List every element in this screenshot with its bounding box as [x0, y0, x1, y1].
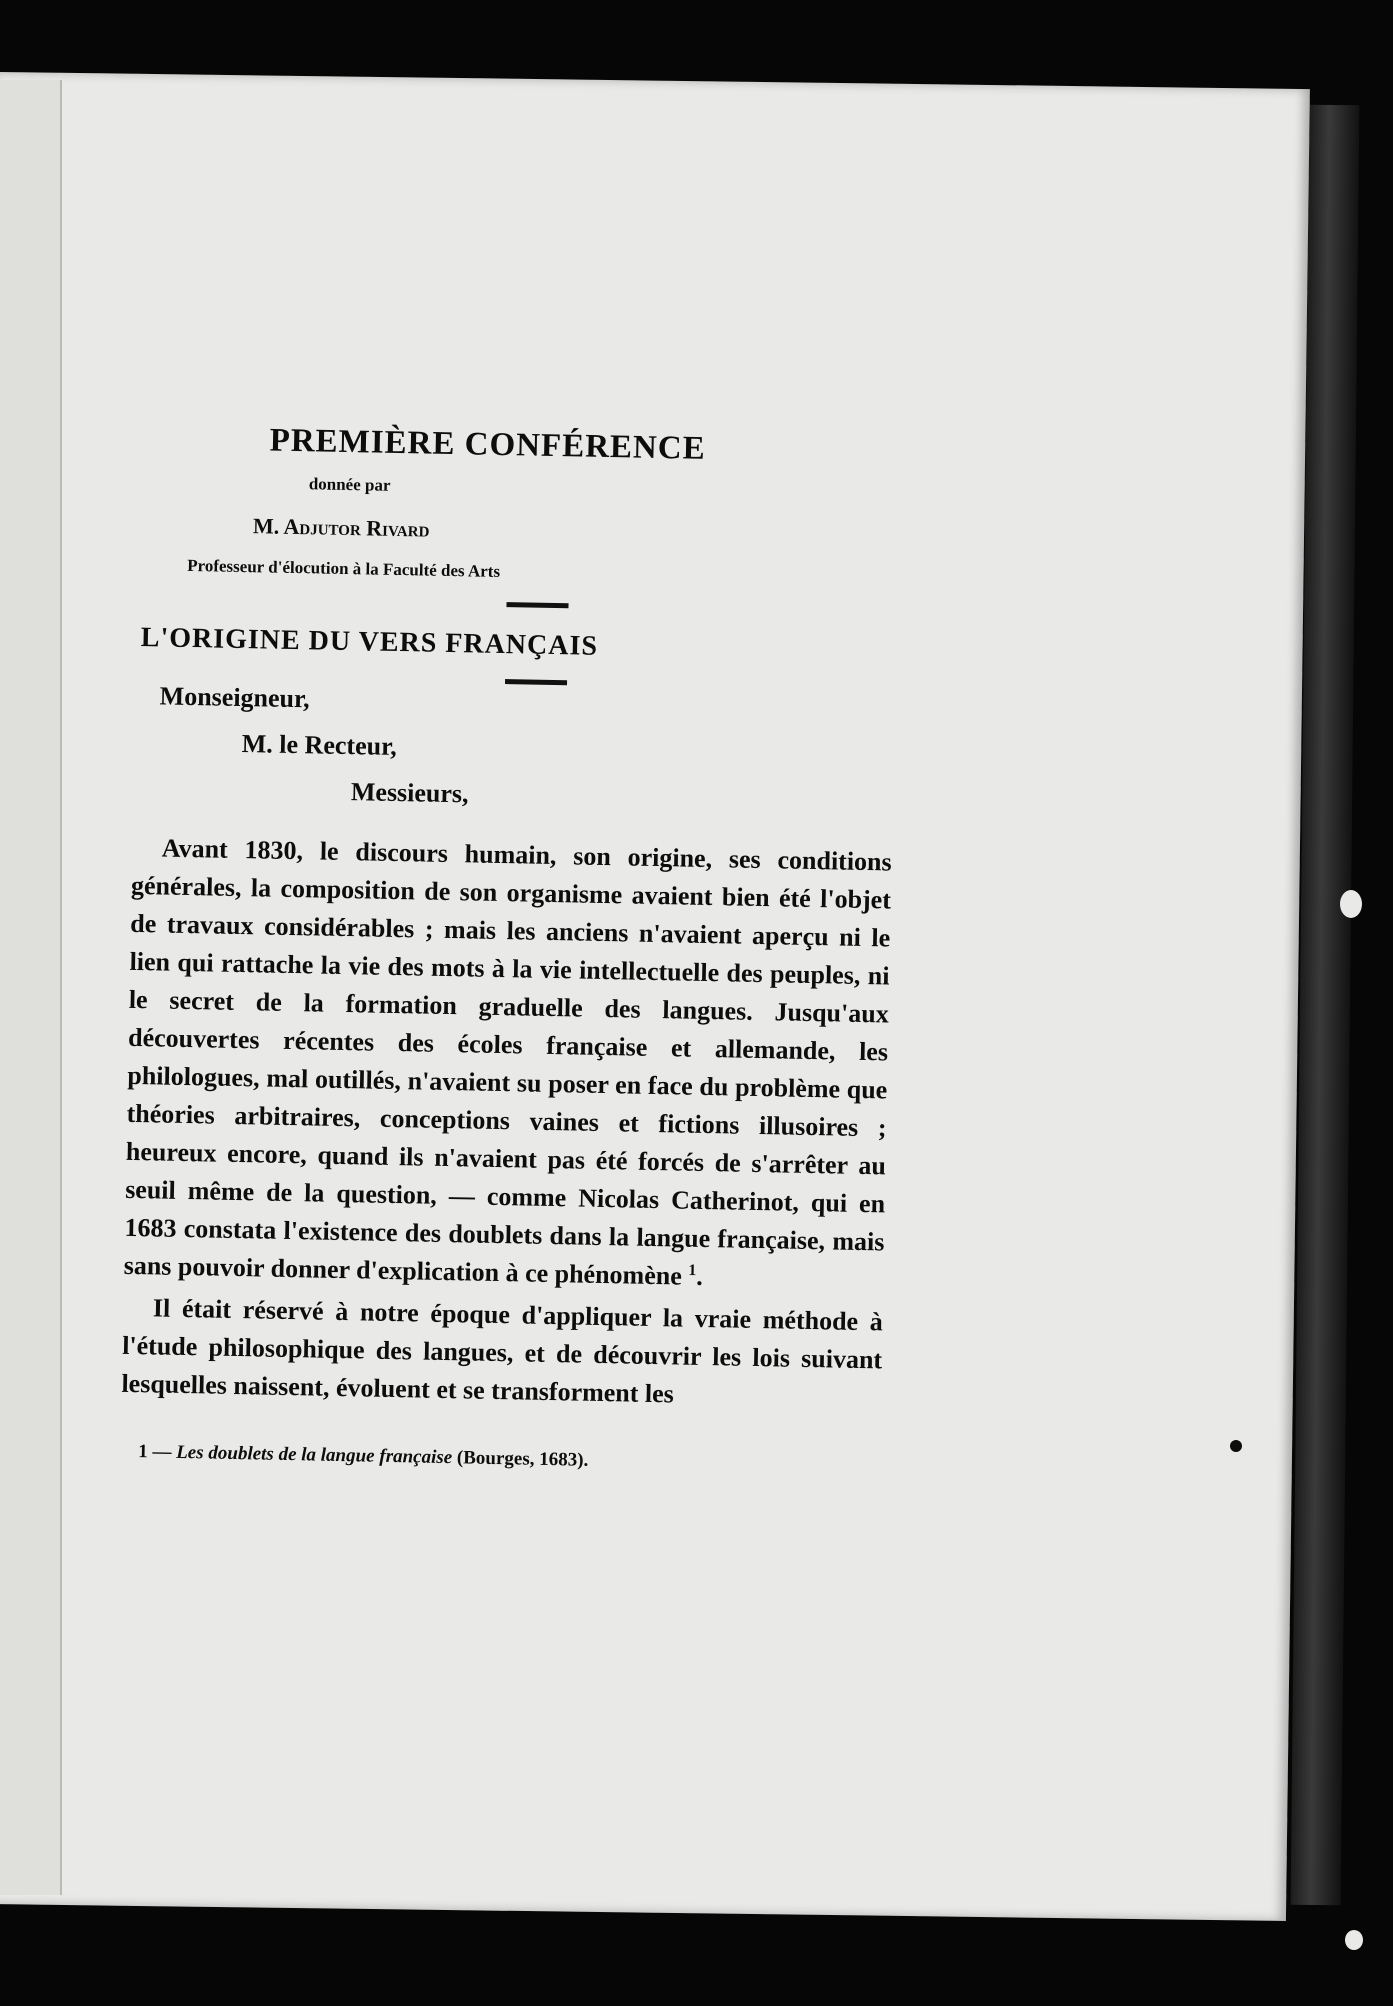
author-affiliation: Professeur d'élocution à la Faculté des Arts	[187, 555, 501, 581]
conference-heading: PREMIÈRE CONFÉRENCE	[269, 422, 707, 467]
footnote-title: Les doublets de la langue française	[175, 1441, 453, 1469]
given-by-line: donnée par	[308, 474, 391, 495]
salutation: Messieurs,	[350, 777, 469, 809]
divider-rule	[505, 679, 567, 685]
scan-speck	[1345, 1930, 1363, 1950]
paper-left-edge	[0, 80, 62, 1895]
scan-speck	[1340, 890, 1362, 918]
scan-speck	[1230, 1440, 1242, 1452]
salutation: Monseigneur,	[159, 681, 310, 714]
footnote-detail: (Bourges, 1683).	[456, 1447, 589, 1471]
footnote-number: 1 —	[137, 1441, 172, 1463]
paragraph-text: Avant 1830, le discours humain, son origine, ses conditions générales, la composition de son organisme avaient bien été l'objet de travaux considérables ; mais les anciens n'avaient aperçu ni le lien qui rattache la vie des mots à la vie intellectuelle des peuples, ni le secret de la formation graduelle des langues. Jusqu'aux découvertes récentes des écoles française et allemande, les philologues, mal outillés, n'avaient su poser en face du problème que théories arbitraires, conceptions vaines et fictions illusoires ; heureux encore, quand ils n'avaient pas été forcés de s'arrêter au seuil même de la question, — comme Nicolas Catherinot, qui en 1683 constata l'existence des doublets dans la langue française, mais sans pouvoir donner d'explication à ce phénomène	[123, 833, 892, 1291]
paragraph-text: Il était réservé à notre époque d'appliquer la vraie méthode à l'étude philosophique des langues, et de découvrir les lois suivant lesquelles naissent, évoluent et se transforment les	[121, 1293, 884, 1409]
body-paragraph: Avant 1830, le discours humain, son origine, ses conditions générales, la composition de son organisme avaient bien été l'objet de travaux considérables ; mais les anciens n'avaient aperçu ni le lien qui rattache la vie des mots à la vie intellectuelle des peuples, ni le secret de la formation graduelle des langues. Jusqu'aux découvertes récentes des écoles française et allemande, les philologues, mal outillés, n'avaient su poser en face du problème que théories arbitraires, conceptions vaines et fictions illusoires ; heureux encore, quand ils n'avaient pas été forcés de s'arrêter au seuil même de la question, — comme Nicolas Catherinot, qui en 1683 constata l'existence des doublets dans la langue française, mais sans pouvoir donner d'explication à ce phénomène $^1$.	[123, 833, 892, 1291]
page-text	[120, 420, 920, 1478]
lecture-title: L'ORIGINE DU VERS FRANÇAIS	[140, 622, 599, 662]
divider-rule	[506, 602, 568, 608]
salutation: M. le Recteur,	[241, 729, 398, 761]
author-name: M. Adjutor Rivard	[252, 513, 430, 542]
footnote-marker: 1	[688, 1262, 697, 1280]
body-paragraph	[121, 1289, 883, 1418]
